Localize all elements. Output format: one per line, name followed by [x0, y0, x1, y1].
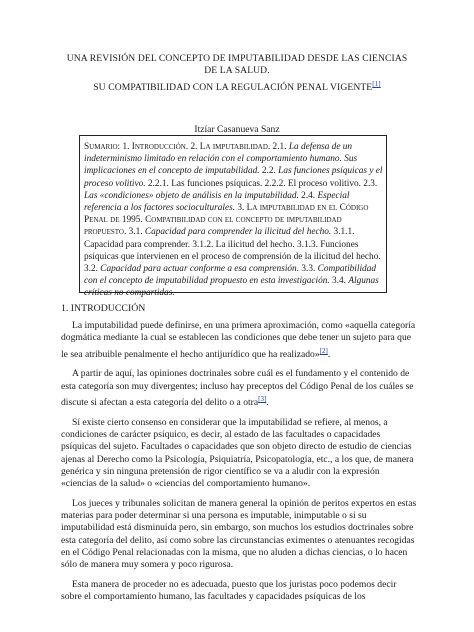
summary-text: Capacidad para actuar conforme a esa comprensión. [100, 264, 300, 275]
summary-text: La imputabilidad en el Código Penal de [84, 203, 369, 226]
summary-text: Especial referencia a los factores socioculturales. [84, 190, 350, 214]
summary-text: Algunas críticas no compartidas. [84, 276, 379, 299]
summary-text: Compatibilidad con el concepto de imputabilidad propuesto [84, 215, 342, 238]
summary-text: Capacidad para comprender la ilicitud del hecho. [144, 227, 332, 238]
summary-text: . 3.1. [123, 227, 145, 238]
summary-text: 2.2. [259, 166, 279, 177]
footnote-link-1[interactable]: [1] [372, 79, 381, 88]
paragraph: Esta manera de proceder no es adecuada, puesto que los juristas poco podemos decir sobre el comportamiento humano, las facultades y capacidades psíquicas de los [61, 578, 397, 603]
summary-text: 1. [120, 142, 132, 152]
summary-text: . 2.1. [267, 142, 289, 152]
paragraph-text: . [327, 348, 331, 360]
summary-text: La defensa de un indeterminismo limitado en relación con el comportamiento humano. Sus implicaciones en el concepto de imputabilidad. [84, 142, 358, 177]
paragraph [61, 320, 417, 361]
title-line-3-text: SU COMPATIBILIDAD CON LA REGULACIÓN PENAL VIGENTE [93, 82, 373, 93]
summary-text: 2.2.1. Las funciones psíquicas. 2.2.2. El proceso volitivo. 2.3. [145, 178, 378, 189]
title-line-1: UNA REVISIÓN DEL CONCEPTO DE IMPUTABILIDAD DESDE LAS CIENCIAS [66, 53, 408, 64]
paragraph-text: La imputabilidad puede definirse, en una primera aproximación, como «aquella categoría dogmática mediante la cual se establecen las condiciones que debe tener un sujeto para que le sea atribuible penalmente el hecho antijurídico que ha realizado» [61, 320, 416, 360]
paragraph-text: A partir de aquí, las opiniones doctrinales sobre cuál es el fundamento y el contenido de esta categoría son muy divergentes; incluso hay preceptos del Código Penal de los cuáles se discute si afectan a esta categoría del delito o a otra [61, 368, 414, 409]
paragraph-text: . [266, 397, 269, 409]
summary-text: 2.4. [298, 190, 318, 201]
paragraph: Los jueces y tribunales solicitan de manera general la opinión de peritos expertos en estas materias para poder determinar si una persona es imputable, inimputable o si su imputabilidad está disminuida pero, sin embargo, son muchos los estudios doctrinales sobre esta categoría del delito, así como sobre las circunstancias eximentes o atenuantes recogidas en el Código Penal relacionadas con la misma, que no aluden a dichas ciencias, o lo hacen sólo de manera muy somera y poco rigurosa. [61, 497, 417, 571]
body-text [61, 320, 417, 611]
title-line-2: DE LA SALUD. [204, 65, 270, 77]
summary-text: Las «condiciones» objeto de análisis en la imputabilidad. [84, 190, 299, 201]
summary-label: Sumario: [84, 142, 121, 152]
summary-box [79, 135, 387, 299]
summary-text: 1995. [119, 215, 146, 226]
summary-text: Compatibilidad con el concepto de imputabilidad propuesto en esta investigación. [84, 264, 376, 287]
paragraph [61, 368, 417, 409]
paragraph: Sí existe cierto consenso en considerar que la imputabilidad se refiere, al menos, a condiciones de carácter psíquico, es decir, al estado de las facultades o capacidades psíquicas del sujeto. Facultades o capacidades que son objeto directo de estudio de ciencias ajenas al Derecho como la Psicología, Psiquiatría, Psicopatología, etc., a los que, de manera genérica y sin ninguna pretensión de rigor científico se va a aludir con la expresión «ciencias de la salud» o «ciencias del comportamiento humano». [61, 416, 414, 490]
section-heading: 1. INTRODUCCIÓN [61, 303, 146, 314]
title-line-3 [40, 78, 434, 95]
summary-text: Introducción [131, 142, 186, 152]
summary-text: . 2. [185, 142, 200, 152]
footnote-link-2[interactable]: [2] [319, 346, 328, 355]
author-name: Itzíar Casanueva Sanz [194, 124, 280, 135]
summary-text: 3. [235, 203, 247, 214]
summary-text: 3.1.1. Capacidad para comprender. 3.1.2. La ilicitud del hecho. 3.1.3. Funciones psíquicas que intervienen en el proceso de comprensión de la ilicitud del hecho. 3.2. [84, 227, 381, 275]
footnote-link-3[interactable]: [3] [258, 394, 267, 403]
summary-text: 3.4. [329, 276, 349, 287]
summary-text: 3.3. [299, 264, 318, 275]
paper-title [40, 53, 434, 94]
summary-text: Las funciones psíquicas y el proceso volitivo. [84, 166, 383, 189]
summary-text: La imputabilidad [199, 142, 268, 152]
